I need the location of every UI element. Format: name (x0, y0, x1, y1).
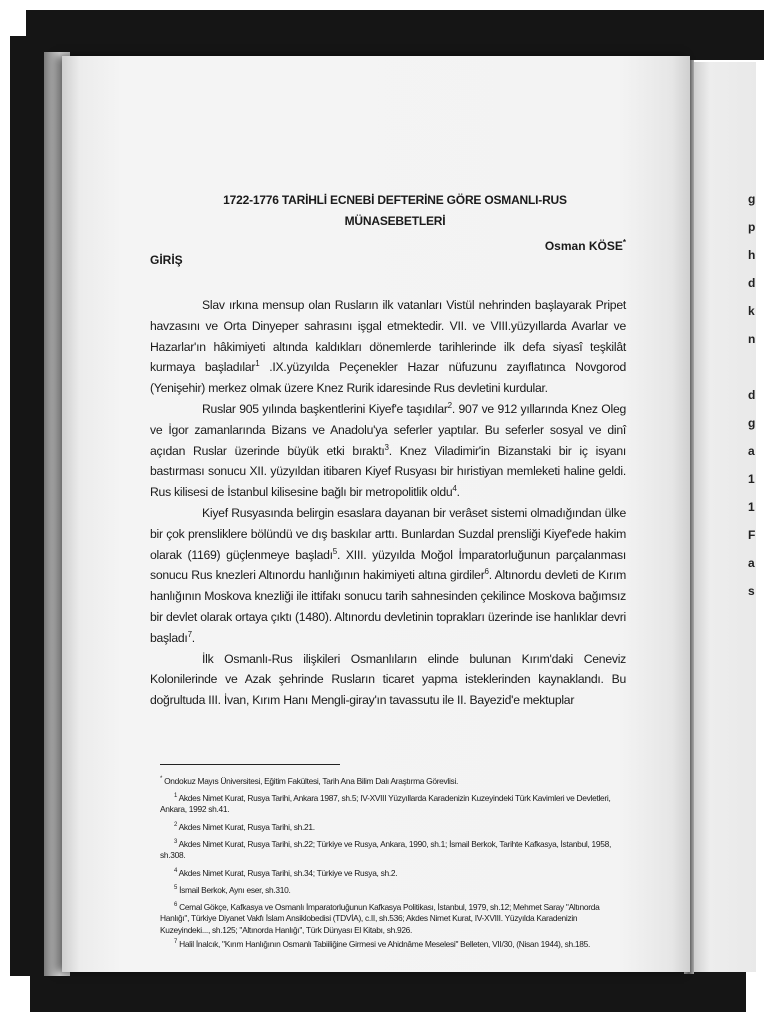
footnote-mark: 6 (174, 902, 178, 909)
facing-page (690, 62, 756, 972)
footnote-text: Cemal Gökçe, Kafkasya ve Osmanlı İmparatorluğunun Kafkasya Politikası, İstanbul, 1979, sh.12; Mehmet Saray "Altınorda Hanlığı", Türkiye Diyanet Vakfı İslam Ansiklobedisi (TDVİA), c.II, sh.536; Akdes Nimet Kurat, IV-XVIII. Yüzyılda Karadenizin Kuzeyindeki..., sh.125; "Altınorda Hanlığı", Türk Dünyası El Kitabı, sh.926. (160, 901, 600, 935)
footnote-reference: 2 (447, 400, 452, 410)
footnote-divider (160, 764, 340, 765)
author-text: Osman KÖSE (544, 239, 623, 253)
facing-page-letter: 1 (748, 472, 755, 486)
footnote-text: Ondokuz Mayıs Üniversitesi, Eğitim Fakültesi, Tarih Ana Bilim Dalı Araştırma Görevlisi. (162, 775, 459, 786)
footnote-reference: 1 (255, 359, 260, 369)
body-paragraph (150, 649, 626, 711)
author-name (150, 234, 626, 255)
footnote (160, 837, 628, 862)
facing-page-letter: n (748, 332, 756, 346)
footnote-mark: 1 (174, 793, 178, 800)
facing-page-letter: a (748, 556, 755, 570)
body-paragraph (150, 295, 626, 399)
paragraph-text: . (191, 630, 195, 645)
facing-page-letter: k (748, 304, 755, 318)
section-heading: GİRİŞ (150, 253, 183, 267)
scanner-shadow-top (26, 10, 764, 60)
footnote-text: Halil İnalcık, "Kırım Hanlığının Osmanlı Tabiiliğine Girmesi ve Ahidnâme Meselesi" Belleten, VII/30, (Nisan 1944), sh.185. (177, 938, 591, 949)
footnote (160, 820, 628, 833)
scanner-shadow-bottom (30, 972, 746, 1012)
body-text (150, 295, 626, 711)
footnote (160, 774, 628, 787)
footnote-mark: 7 (174, 939, 178, 946)
footnote-reference: 7 (187, 629, 192, 639)
facing-page-letter (748, 358, 764, 376)
facing-page-letter: s (748, 584, 755, 598)
footnote-text: Akdes Nimet Kurat, Rusya Tarihi, sh.34; Türkiye ve Rusya, sh.2. (177, 867, 398, 878)
footnotes (160, 774, 628, 951)
footnote-text: Akdes Nimet Kurat, Rusya Tarihi, sh.22; Türkiye ve Rusya, Ankara, 1990, sh.1; İsmail Berkok, Tarihte Kafkasya, İstanbul, 1958, sh.308. (160, 838, 611, 861)
footnote (160, 883, 628, 896)
body-paragraph (150, 503, 626, 649)
footnote-text: Akdes Nimet Kurat, Rusya Tarihi, sh.21. (177, 821, 315, 832)
footnote-reference: 6 (484, 567, 489, 577)
paragraph-text: . XIII. yüzyılda Moğol İmparatorluğunun parçalanması sonucu Rus knezleri Altınordu hanlığının hakimiyeti altına girdiler (150, 547, 626, 583)
facing-page-letter: g (748, 416, 756, 430)
facing-page-letter: d (748, 388, 756, 402)
facing-page-text-fragments (748, 190, 764, 610)
paragraph-text: Kiyef Rusyasında belirgin esaslara dayanan bir verâset sistemi olmadığından ülke bir çok prensliklere bölündü ve dış baskılar arttı. Bunlardan Suzdal prensliği Kiyef'ede hakim olarak (1169) güçlenmeye başladı (150, 505, 626, 562)
footnote-text: İsmail Berkok, Aynı eser, sh.310. (177, 884, 291, 895)
footnote-reference: 5 (332, 546, 337, 556)
article-title (164, 190, 626, 232)
paragraph-text: İlk Osmanlı-Rus ilişkileri Osmanlıların elinde bulunan Kırım'daki Ceneviz Kolonilerinde ve Azak şehrinde Rusların ticaret yapma isteklerinden kaynaklandı. Bu doğrultuda III. İvan, Kırım Hanı Mengli-giray'ın tavassutu ile II. Bayezid'e mektuplar (150, 651, 626, 708)
facing-page-letter: F (748, 528, 756, 542)
footnote (160, 937, 628, 950)
page-content (150, 190, 626, 711)
footnote-mark: 5 (174, 884, 178, 891)
footnote (160, 866, 628, 879)
author-footnote-mark: * (622, 238, 626, 247)
footnote (160, 791, 628, 816)
facing-page-letter: g (748, 192, 756, 206)
facing-page-letter: 1 (748, 500, 755, 514)
facing-page-letter: d (748, 276, 756, 290)
paragraph-text: Ruslar 905 yılında başkentlerini Kiyef'e taşıdılar (202, 401, 448, 416)
footnote (160, 900, 628, 936)
title-line-1: 1722-1776 TARİHLİ ECNEBİ DEFTERİNE GÖRE OSMANLI-RUS (223, 193, 567, 207)
facing-page-letter: a (748, 444, 755, 458)
paragraph-text: . Altınordu devleti de Kırım hanlığının Moskova knezliği ile ittifakı sonucu tarih sahnesinden çekilince Moskova bağımsız bir devlet olarak ortaya çıktı (1480). Altınordu devletinin toprakları üzerinde ise hanlıklar devri başladı (150, 568, 627, 645)
paragraph-text: . 907 ve 912 yıllarında Knez Oleg ve İgor zamanlarında Bizans ve Anadolu'ya seferler yaptılar. Bu seferler sosyal ve dinî açıdan Ruslar üzerinde büyük etki bıraktı (150, 401, 626, 458)
paragraph-text: . Knez Viladimir'in Bizanstaki bir iç isyanı bastırması sonucu XII. yüzyıldan itibaren Kiyef Rusyası bir hıristiyan memleketi haline geldi. Rus kilisesi de İstanbul kilisesine bağlı bir metropolitlik oldu (150, 443, 626, 500)
paragraph-text: Slav ırkına mensup olan Rusların ilk vatanları Vistül nehrinden başlayarak Pripet havzasını ve Orta Dinyeper sahrasını işgal etmektedir. VII. ve VIII.yüzyıllarda Avarlar ve Hazarlar'ın hâkimiyeti altında kaldıkları dönemlerde tarihlerinde ilk defa siyasî teşkilât kurmaya başladılar (150, 298, 626, 375)
facing-page-letter: h (748, 248, 756, 262)
facing-page-letter: p (748, 220, 756, 234)
footnote-mark: 4 (174, 867, 178, 874)
title-line-2: MÜNASEBETLERİ (344, 214, 446, 228)
footnote-reference: 3 (384, 442, 389, 452)
paragraph-text: . (456, 485, 460, 500)
footnote-text: Akdes Nimet Kurat, Rusya Tarihi, Ankara 1987, sh.5; IV-XVIII Yüzyıllarda Karadenizin Kuzeyindeki Türk Kavimleri ve Devletleri, Ankara, 1992 sh.41. (160, 793, 611, 815)
paragraph-text: .IX.yüzyılda Peçenekler Hazar nüfuzunu zayıflatınca Novgorod (Yenişehir) merkez olmak üzere Knez Rurik idaresinde Rus devletini kurdular. (150, 360, 626, 396)
body-paragraph (150, 399, 626, 503)
footnote-reference: 4 (452, 484, 457, 494)
footnote-mark: 3 (174, 839, 178, 846)
footnote-mark: 2 (174, 821, 178, 828)
footnote-mark: * (160, 776, 163, 782)
